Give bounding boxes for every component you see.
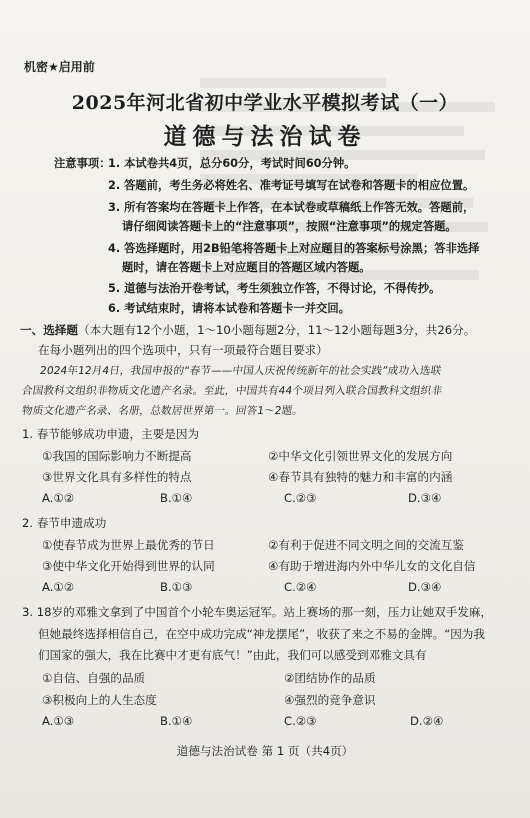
confidential-mark: 机密★启用前 (24, 60, 95, 74)
q1-choice-b: B.①④ (160, 491, 193, 505)
q2-option: ③使中华文化开始得到世界的认同 (42, 559, 215, 573)
q1-option: ④春节具有独特的魅力和丰富的内涵 (268, 470, 453, 484)
q3-choice-d: D.②④ (410, 714, 444, 728)
note-item: 请仔细阅读答题卡上的“注意事项”，按照“注意事项”的规定答题。 (122, 220, 457, 233)
section-heading (20, 322, 475, 338)
subject-title: 道德与法治试卷 (163, 124, 367, 150)
q3-choice-c: C.②③ (284, 714, 317, 728)
q3-option: ②团结协作的品质 (284, 671, 376, 685)
notes-label: 注意事项： (54, 157, 111, 170)
q2-choice-a: A.①② (42, 580, 75, 594)
exam-title: 2025年河北省初中学业水平模拟考试（一） (71, 92, 459, 114)
note-item: 4. 答选择题时，用2B铅笔将答题卡上对应题目的答案标号涂黑；答非选择 (108, 242, 480, 255)
note-item: 5. 道德与法治开卷考试，考生须独立作答，不得讨论，不得传抄。 (108, 282, 441, 295)
q3-choice-b: B.①④ (160, 714, 193, 728)
question-3-stem: 但她最终选择相信自己，在空中成功完成“神龙摆尾”，收获了来之不易的金牌。“因为我 (38, 627, 485, 641)
page-footer: 道德与法治试卷 第 1 页（共4页） (176, 744, 354, 758)
section-label: 一、选择题 (20, 323, 78, 337)
q3-option: ①自信、自强的品质 (42, 671, 146, 685)
note-item: 6. 考试结束时，请将本试卷和答题卡一并交回。 (108, 302, 351, 315)
q2-choice-d: D.③④ (408, 580, 442, 594)
q2-choice-c: C.②④ (284, 580, 317, 594)
q1-option: ①我国的国际影响力不断提高 (42, 449, 192, 463)
question-2-stem: 2. 春节申遗成功 (22, 516, 107, 530)
note-item: 1. 本试卷共4页，总分60分，考试时间60分钟。 (108, 157, 356, 170)
q2-option: ①使春节成为世界上最优秀的节日 (42, 538, 215, 552)
note-item: 题时，请在答题卡上对应题目的答题区域内答题。 (122, 261, 371, 274)
section-desc: （本大题有12个小题，1～10小题每题2分，11～12小题每题3分，共26分。 (77, 323, 476, 337)
q3-option: ③积极向上的人生态度 (42, 693, 157, 707)
section-desc-line2: 在每小题列出的四个选项中，只有一项最符合题目要求） (38, 343, 328, 357)
material-line: 物质文化遗产名录、名册，总数居世界第一。回答1～2题。 (21, 405, 304, 417)
material-line: 2024年12月4日，我国申报的“春节——中国人庆祝传统新年的社会实践”成功入选联 (39, 365, 443, 377)
q1-choice-a: A.①② (42, 491, 75, 505)
q2-option: ②有利于促进不同文明之间的交流互鉴 (268, 538, 464, 552)
q3-choice-a: A.①③ (42, 714, 75, 728)
q2-option: ④有助于增进海内外中华儿女的文化自信 (268, 559, 476, 573)
note-item: 3. 所有答案均在答题卡上作答，在本试卷或草稿纸上作答无效。答题前， (108, 201, 475, 214)
material-line: 合国教科文组织非物质文化遗产名录。至此，中国共有44个项目列入联合国教科文组织非 (21, 385, 443, 397)
question-1-stem: 1. 春节能够成功申遗，主要是因为 (22, 427, 200, 441)
note-item: 2. 答题前，考生务必将姓名、准考证号填写在试卷和答题卡的相应位置。 (108, 179, 475, 192)
q3-option: ④强烈的竞争意识 (284, 693, 376, 707)
q2-choice-b: B.①③ (160, 580, 193, 594)
q1-choice-c: C.②③ (284, 491, 317, 505)
question-3-stem: 3. 18岁的邓雅文拿到了中国首个小轮车奥运冠军。站上赛场的那一刻，压力让她双手发麻， (22, 605, 493, 619)
q1-option: ②中华文化引领世界文化的发展方向 (268, 449, 453, 463)
q1-choice-d: D.③④ (408, 491, 442, 505)
question-3-stem: 们国家的强大，我在比赛中才更有底气！”由此，我们可以感受到邓雅文具有 (38, 648, 427, 662)
q1-option: ③世界文化具有多样性的特点 (42, 470, 192, 484)
